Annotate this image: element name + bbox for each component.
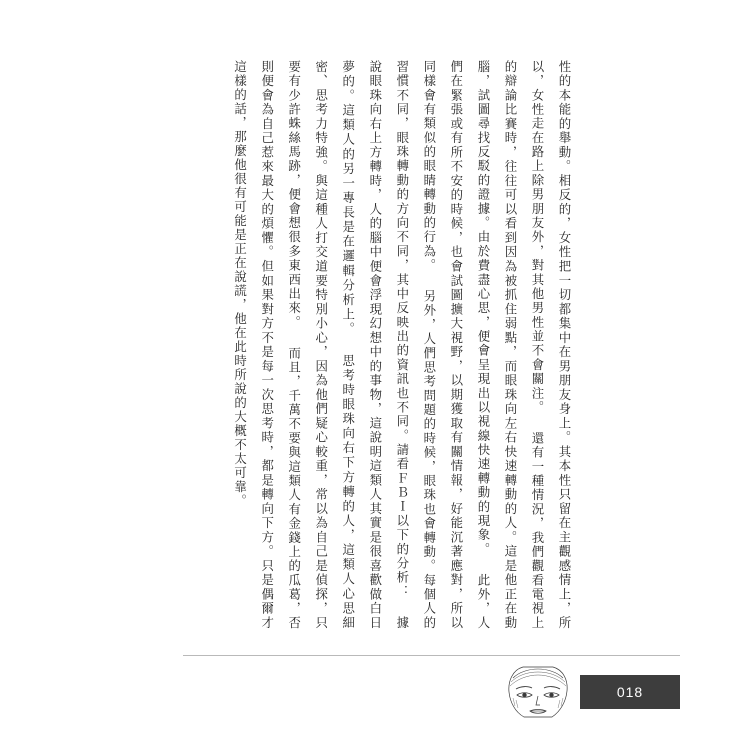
body-text: 性的本能的舉動。相反的，女性把一切都集中在男朋友身上。其本性只留在主觀感情上，所以，女性走在路上除男朋友外，對其他男性並不會關注。 還有一種情況，我們觀看電視上的辯論比賽時，往往可以看到因為被抓住弱點，而眼珠向左右快速轉動的人。這是他正在動腦，試圖尋找反駁的證據。由於費盡心思，便會呈現出以視線快速轉動的現象。 此外，人們在緊張或有所不安的時候，也會試圖擴大視野，以期獲取有關情報，好能沉著應對，所以同樣會有類似的眼睛轉動的行為。 另外，人們思考問題的時候，眼珠也會轉動。每個人的習慣不同，眼珠轉動的方向不同，其中反映出的資訊也不同。請看ＦＢＩ以下的分析： 據說眼珠向右上方轉時，人的腦中便會浮現幻想中的事物，這說明這類人其實是很喜歡做白日夢的。這類人的另一專長是在邏輯分析上。 思考時眼珠向右下方轉的人，這類人心思細密、思考力特強。與這種人打交道要特別小心，因為他們疑心較重，常以為自己是偵探，只要有少許蛛絲馬跡，便會想很多東西出來。 而且，千萬不要與這類人有金錢上的瓜葛，否則便會為自己惹來最大的煩懼。但如果對方不是每一次思考時，都是轉向下方。只是偶爾才這樣的話，那麼他很有可能是正在說謊，他在此時所說的大概不太可靠。 xyxy=(232,60,572,630)
footer-divider xyxy=(183,655,680,656)
woman-face-line-drawing-icon xyxy=(495,666,581,718)
page-number-badge: 018 xyxy=(580,675,680,709)
